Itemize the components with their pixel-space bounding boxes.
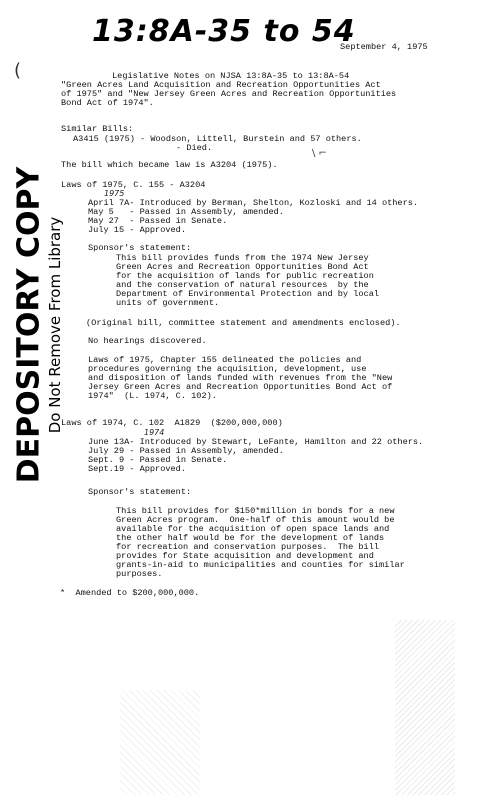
policies-4: 1974" (L. 1974, C. 102).: [88, 391, 217, 401]
history-1975-2: May 27 - Passed in Senate.: [88, 216, 228, 226]
document-date: September 4, 1975: [340, 42, 428, 52]
year-note-1975: 1975: [104, 189, 125, 198]
sponsor-1974-4: for recreation and conservation purposes. The bill: [116, 542, 380, 552]
sponsor-1975-5: units of government.: [116, 298, 220, 308]
sponsor-1975-3: and the conservation of natural resources by the: [116, 280, 369, 290]
do-not-remove-stamp: Do Not Remove From Library: [46, 216, 64, 434]
law-intro: The bill which became law is A3204 (1975).: [61, 160, 278, 170]
history-1974-0: June 13A- Introduced by Stewart, LeFante, Hamilton and 22 others.: [88, 437, 424, 447]
depository-copy-stamp: DEPOSITORY COPY: [11, 166, 47, 484]
history-1974-2: Sept. 9 - Passed in Senate.: [88, 455, 228, 465]
title-line-4: Bond Act of 1974".: [61, 98, 154, 108]
title-line-2: "Green Acres Land Acquisition and Recreation Opportunities Act: [61, 80, 381, 90]
scan-artifact: [395, 620, 455, 795]
title-line-3: of 1975" and "New Jersey Green Acres and Recreation Opportunities: [61, 89, 397, 99]
policies-3: Jersey Green Acres and Recreation Opportunities Bond Act of: [88, 382, 393, 392]
footnote: * Amended to $200,000,000.: [60, 588, 200, 598]
sponsor-label-1974: Sponsor's statement:: [88, 487, 192, 497]
margin-mark: (: [14, 60, 22, 81]
no-hearings-note: No hearings discovered.: [88, 336, 207, 346]
sponsor-1974-6: grants-in-aid to municipalities and counties for similar: [116, 560, 405, 570]
year-note-1974: 1974: [144, 428, 165, 437]
enclosed-note: (Original bill, committee statement and amendments enclosed).: [86, 318, 401, 328]
sponsor-1974-3: the other half would be for the development of lands: [116, 533, 385, 543]
sponsor-1975-0: This bill provides funds from the 1974 New Jersey: [116, 253, 369, 263]
sponsor-1975-2: for the acquisition of lands for public recreation: [116, 271, 374, 281]
sponsor-1975-1: Green Acres and Recreation Opportunities Bond Act: [116, 262, 369, 272]
policies-2: and disposition of lands funded with revenues from the "New: [88, 373, 393, 383]
similar-bill-line: A3415 (1975) - Woodson, Littell, Burstein and 57 others.: [73, 134, 362, 144]
sponsor-1975-4: Department of Environmental Protection and by local: [116, 289, 380, 299]
sponsor-label-1975: Sponsor's statement:: [88, 243, 192, 253]
similar-bills-label: Similar Bills:: [61, 124, 134, 134]
law-1974-heading: Laws of 1974, C. 102 A1829 ($200,000,000): [61, 418, 283, 428]
similar-bill-status: - Died.: [176, 143, 213, 153]
policies-0: Laws of 1975, Chapter 155 delineated the policies and: [88, 355, 362, 365]
history-1975-0: April 7A- Introduced by Berman, Shelton, Kozloski and 14 others.: [88, 198, 419, 208]
sponsor-1974-5: provides for State acquisition and development and: [116, 551, 374, 561]
sponsor-1974-0: This bill provides for $150*million in bonds for a new: [116, 506, 395, 516]
scan-artifact: [120, 690, 200, 795]
title-line-1: Legislative Notes on NJSA 13:8A-35 to 13:8A-54: [112, 71, 350, 81]
sponsor-1974-1: Green Acres program. One-half of this amount would be: [116, 515, 395, 525]
history-1974-3: Sept.19 - Approved.: [88, 464, 186, 474]
pencil-mark: \ ⌐: [312, 148, 327, 159]
history-1974-1: July 29 - Passed in Assembly, amended.: [88, 446, 284, 456]
sponsor-1974-2: available for the acquisition of open space lands and: [116, 524, 390, 534]
history-1975-1: May 5 - Passed in Assembly, amended.: [88, 207, 284, 217]
handwritten-reference: 13:8A-35 to 54: [92, 14, 356, 49]
law-1975-heading: Laws of 1975, C. 155 - A3204: [61, 180, 206, 190]
sponsor-1974-7: purposes.: [116, 569, 163, 579]
history-1975-3: July 15 - Approved.: [88, 225, 186, 235]
policies-1: procedures governing the acquisition, development, use: [88, 364, 367, 374]
